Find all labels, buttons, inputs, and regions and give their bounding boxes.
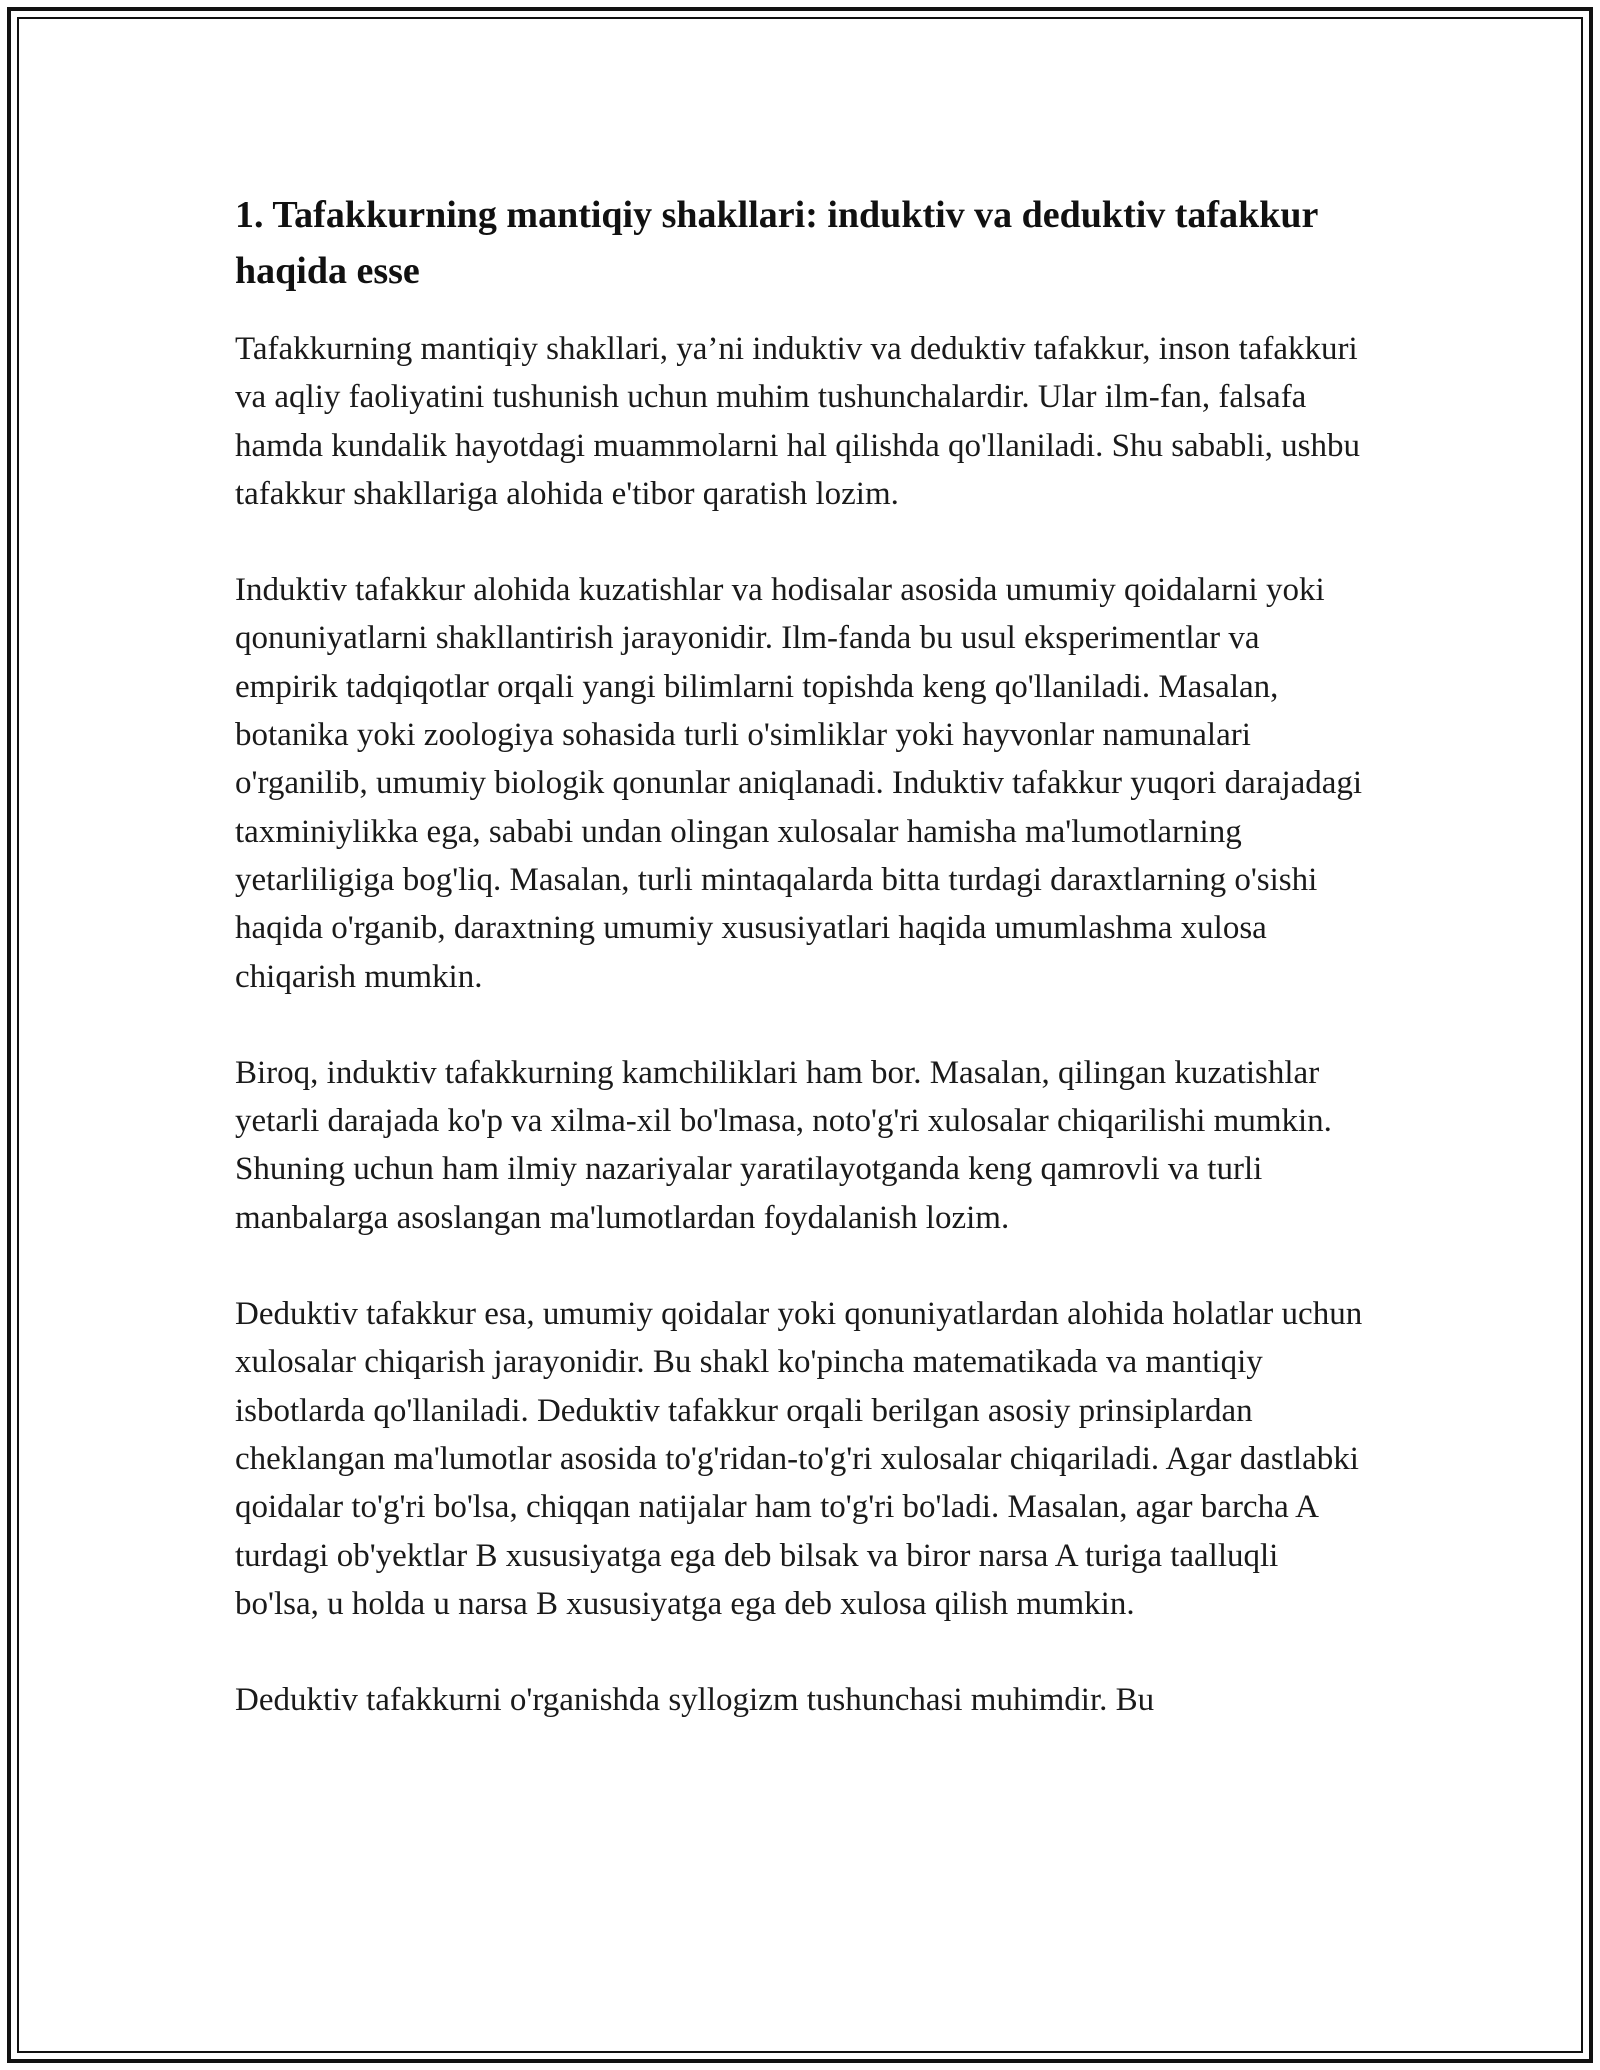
document-title: 1. Tafakkurning mantiqiy shakllari: induktiv va deduktiv tafakkur haqida esse (235, 194, 1318, 292)
paragraph-deductive: Deduktiv tafakkur esa, umumiy qoidalar yoki qonuniyatlardan alohida holatlar uchun xulosalar chiqarish jarayonidir. Bu shakl ko'pincha matematikada va mantiqiy isbotlarda qo'llaniladi. Deduktiv tafakkur orqali berilgan asosiy prinsiplardan cheklangan ma'lumotlar asosida to'g'ridan-to'g'ri xulosalar chiqariladi. Agar dastlabki qoidalar to'g'ri bo'lsa, chiqqan natijalar ham to'g'ri bo'ladi. Masalan, agar barcha A turdagi ob'yektlar B xususiyatga ega deb bilsak va biror narsa A turiga taalluqli bo'lsa, u holda u narsa B xususiyatga ega deb xulosa qilish mumkin. (235, 1296, 1363, 1622)
paragraph-inductive-drawbacks: Biroq, induktiv tafakkurning kamchiliklari ham bor. Masalan, qilingan kuzatishlar yetarli darajada ko'p va xilma-xil bo'lmasa, noto'g'ri xulosalar chiqarilishi mumkin. Shuning uchun ham ilmiy nazariyalar yaratilayotganda keng qamrovli va turli manbalarga asoslangan ma'lumotlardan foydalanish lozim. (235, 1054, 1332, 1236)
document-body (235, 187, 1365, 1772)
paragraph-syllogism: Deduktiv tafakkurni o'rganishda syllogizm tushunchasi muhimdir. Bu (235, 1682, 1155, 1719)
paragraph-inductive: Induktiv tafakkur alohida kuzatishlar va hodisalar asosida umumiy qoidalarni yoki qonuniyatlarni shakllantirish jarayonidir. Ilm-fanda bu usul eksperimentlar va empirik tadqiqotlar orqali yangi bilimlarni topishda keng qo'llaniladi. Masalan, botanika yoki zoologiya sohasida turli o'simliklar yoki hayvonlar namunalari o'rganilib, umumiy biologik qonunlar aniqlanadi. Induktiv tafakkur yuqori darajadagi taxminiylikka ega, sababi undan olingan xulosalar hamisha ma'lumotlarning yetarliligiga bog'liq. Masalan, turli mintaqalarda bitta turdagi daraxtlarning o'sishi haqida o'rganib, daraxtning umumiy xususiyatlari haqida umumlashma xulosa chiqarish mumkin. (235, 572, 1363, 995)
paragraph-intro: Tafakkurning mantiqiy shakllari, ya’ni induktiv va deduktiv tafakkur, inson tafakkuri va aqliy faoliyatini tushunish uchun muhim tushunchalardir. Ular ilm-fan, falsafa hamda kundalik hayotdagi muammolarni hal qilishda qo'llaniladi. Shu sababli, ushbu tafakkur shakllariga alohida e'tibor qaratish lozim. (235, 331, 1361, 512)
